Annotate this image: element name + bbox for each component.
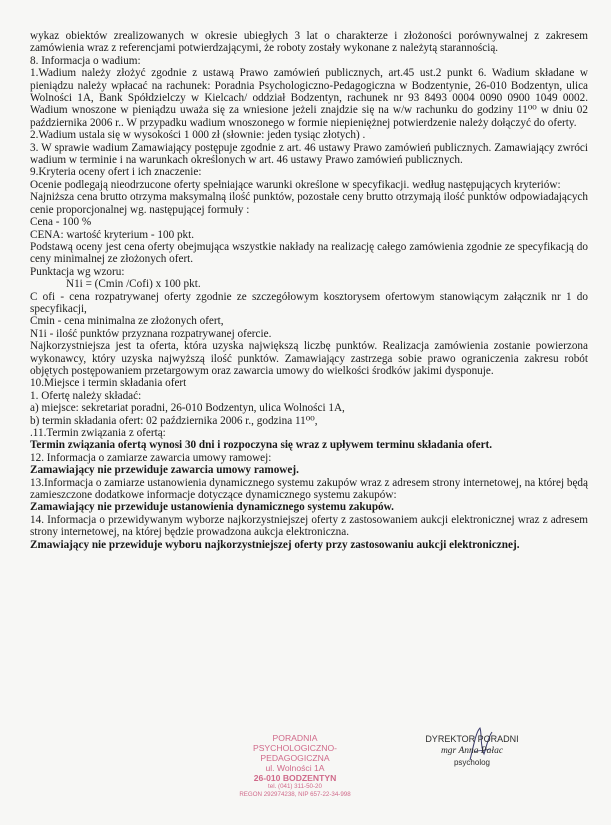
document-paragraph: Cmin - cena minimalna ze złożonych ofert, (30, 315, 224, 328)
document-paragraph: 1.Wadium należy złożyć zgodnie z ustawą Prawo zamówień publicznych, art.45 ust.2 punkt 6. Wadium składane w pieniądzu należy wpłacać na rachunek: Poradnia Psychologiczno-Pedagogiczna w Bodzentynie, 26-010 Bodzentyn, ulica Wolności 1A, Bank Spółdzielczy w Kielcach/ oddział Bodzentyn, rachunek nr 93 8493 0004 0090 0900 1049 0002. Wadium wnoszone w pieniądzu uważa się za wniesione jeżeli znajdzie się na w/w rachunku do godziny 11⁰⁰ w dniu 02 października 2006 r.. W przypadku wadium wnoszonego w formie niepieniężnej potwierdzenie należy dołączyć do oferty. (30, 67, 588, 129)
document-paragraph: 10.Miejsce i termin składania ofert (30, 377, 187, 390)
document-paragraph: Cena - 100 % (30, 216, 92, 229)
stamp-line: REGON 292974238, NIP 657-22-34-998 (239, 791, 351, 798)
document-paragraph: Punktacja wg wzoru: (30, 265, 125, 278)
document-paragraph: 2.Wadium ustala się w wysokości 1 000 zł (słownie: jeden tysiąc złotych) . (30, 129, 366, 142)
document-paragraph: 8. Informacja o wadium: (30, 54, 141, 67)
document-paragraph: 1. Ofertę należy składać: (30, 389, 142, 402)
document-paragraph: Najniższa cena brutto otrzyma maksymalną ilość punktów, pozostałe ceny brutto otrzymają ilość punktów odpowiadających cenie proporcjonalnej wg. następującej formuły : (30, 191, 588, 216)
stamp-line: PSYCHOLOGICZNO-PEDAGOGICZNA (252, 743, 338, 763)
document-paragraph: C ofi - cena rozpatrywanej oferty zgodnie ze szczegółowym kosztorysem ofertowym stanowiącym załącznik nr 1 do specyfikacji, (30, 290, 588, 315)
director-title: DYREKTOR PORADNI (425, 734, 519, 744)
document-paragraph: Ocenie podlegają nieodrzucone oferty spełniające warunki określone w specyfikacji. według następujących kryteriów: (30, 178, 561, 191)
document-paragraph: .11.Termin związania z ofertą: (30, 427, 166, 439)
stamp-line: tel. (041) 311-50-20 (268, 783, 322, 790)
document-paragraph: 9.Kryteria oceny ofert i ich znaczenie: (30, 166, 202, 179)
document-paragraph: wykaz obiektów zrealizowanych w okresie ubiegłych 3 lat o charakterze i złożoności porównywalnej z zakresem zamówienia wraz z referencjami potwierdzającymi, że roboty zostały wykonane z należytą starannością. (30, 30, 588, 55)
director-role: psycholog (453, 758, 491, 767)
document-body (30, 30, 588, 551)
document-paragraph: Zamawiający nie przewiduje zawarcia umowy ramowej. (30, 464, 299, 477)
document-paragraph: CENA: wartość kryterium - 100 pkt. (30, 228, 195, 241)
director-signature-block (412, 733, 532, 769)
document-paragraph: N1i - ilość punktów przyznana rozpatrywanej ofercie. (30, 327, 272, 340)
document-paragraph: b) termin składania ofert: 02 października 2006 r., godzina 11⁰⁰, (30, 414, 318, 427)
document-paragraph: Termin związania ofertą wynosi 30 dni i rozpoczyna się wraz z upływem terminu składania ofert. (30, 439, 493, 452)
document-paragraph: 12. Informacja o zamiarze zawarcia umowy ramowej: (30, 451, 272, 464)
stamp-line: ul. Wolności 1A (265, 763, 325, 773)
document-paragraph: 13.Informacja o zamiarze ustanowienia dynamicznego systemu zakupów wraz z adresem strony internetowej, na której będą zamieszczone dodatkowe informacje dotyczące dynamicznego systemu zakupów: (30, 476, 588, 502)
document-paragraph: Zamawiający nie przewiduje ustanowienia dynamicznego systemu zakupów. (30, 501, 394, 514)
document-paragraph: 3. W sprawie wadium Zamawiający postępuje zgodnie z art. 46 ustawy Prawo zamówień publicznych. Zamawiający zwróci wadium w terminie i na warunkach określonych w art. 46 ustawy Prawo zamówień publicznych. (30, 141, 588, 167)
document-paragraph: Zmawiający nie przewiduje wyboru najkorzystniejszej oferty przy zastosowaniu aukcji elektronicznej. (30, 538, 520, 551)
document-paragraph: N1i = (Cmin /Cofi) x 100 pkt. (66, 278, 201, 291)
director-name: mgr Anna Pałac (440, 746, 504, 756)
document-paragraph: Podstawą oceny jest cena oferty obejmująca wszystkie nakłady na realizację całego zamówienia zgodnie ze specyfikacją do ceny minimalnej ze złożonych ofert. (30, 240, 588, 266)
institution-stamp (226, 733, 364, 799)
stamp-line: PORADNIA (272, 733, 318, 743)
document-paragraph: Najkorzystniejsza jest ta oferta, która uzyska największą liczbę punktów. Realizacja zamówienia zostanie powierzona wykonawcy, który uzyska najwyższą ilość punktów. Zamawiający zastrzega sobie prawo ograniczenia zakresu robót objętych postępowaniem przetargowym oraz zawarcia umowy do wielkości środków jakimi dysponuje. (30, 340, 588, 377)
document-paragraph: 14. Informacja o przewidywanym wyborze najkorzystniejszej oferty z zastosowaniem aukcji elektronicznej wraz z adresem strony internetowej, na której będzie prowadzona aukcja elektroniczna. (30, 513, 588, 539)
stamp-line: 26-010 BODZENTYN (253, 773, 337, 783)
document-paragraph: a) miejsce: sekretariat poradni, 26-010 Bodzentyn, ulica Wolności 1A, (30, 402, 345, 415)
